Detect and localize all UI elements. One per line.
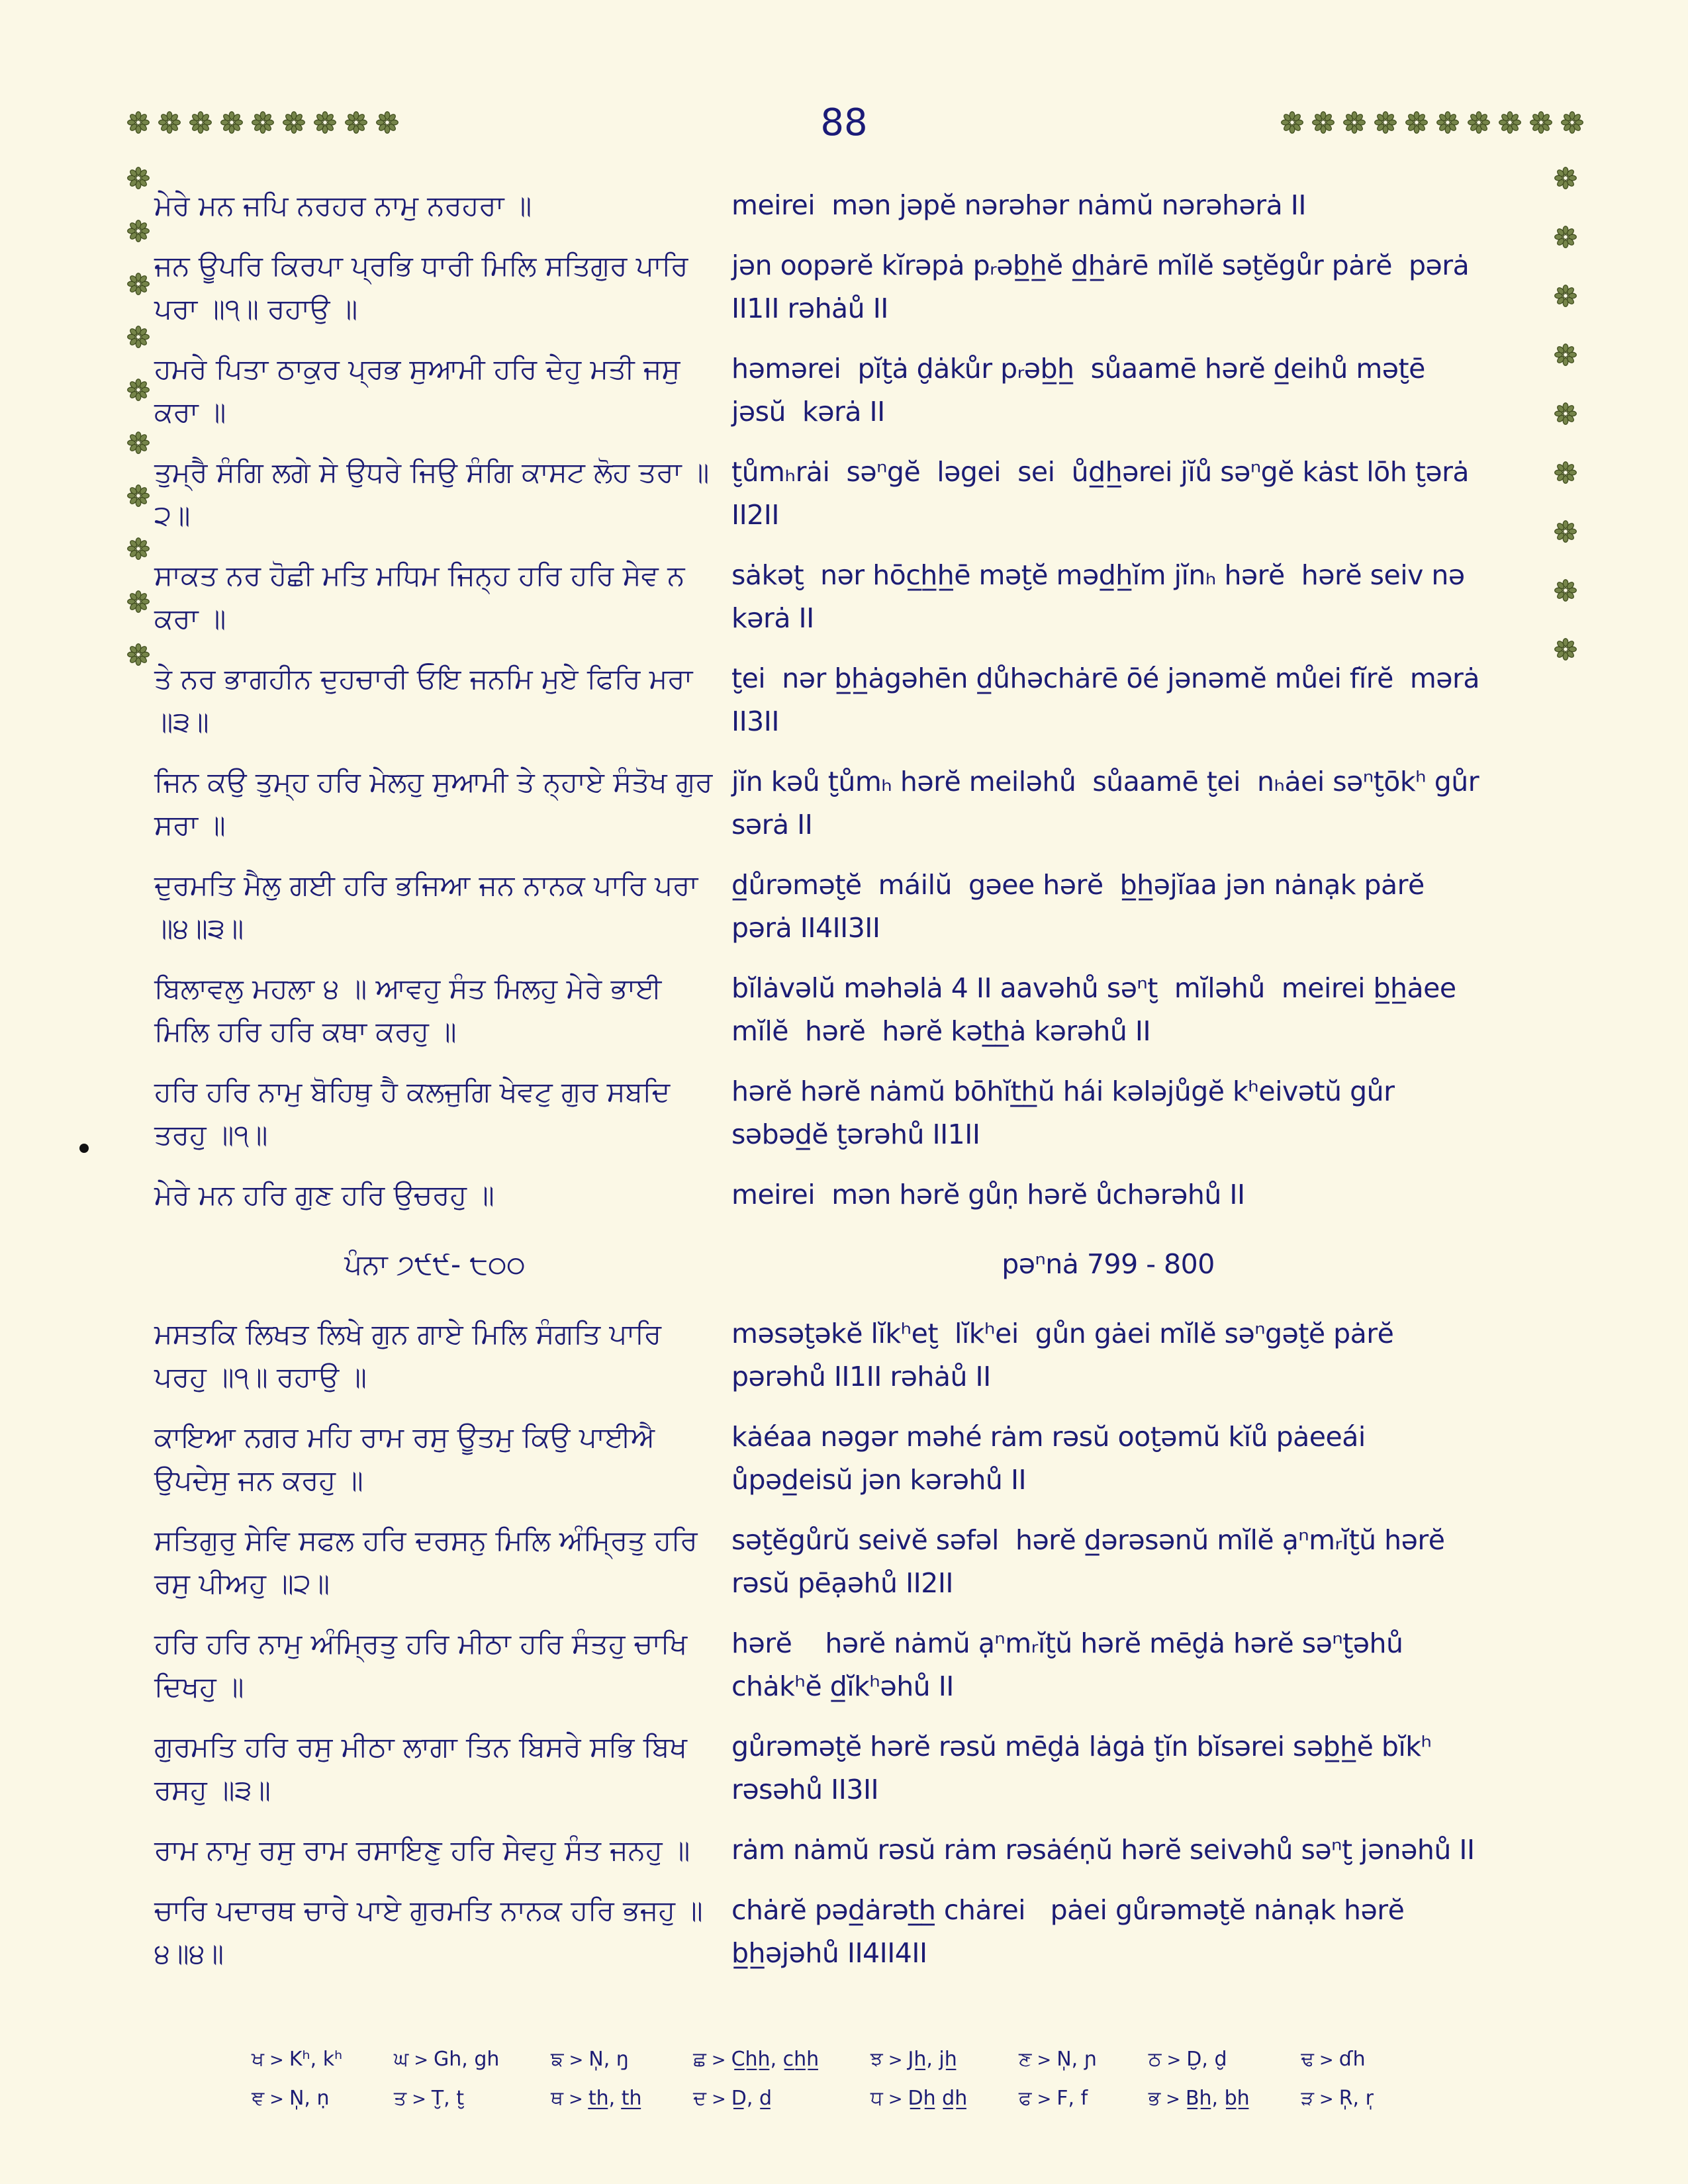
gurmukhi-verse-line: ਹਮਰੇ ਪਿਤਾ ਠਾਕੁਰ ਪ੍ਰਭ ਸੁਆਮੀ ਹਰਿ ਦੇਹੁ ਮਤੀ ਜਸੁ ਕਰਾ ॥ <box>154 353 680 428</box>
gurmukhi-verse-line: ਤੁਮ੍ਰੈ ਸੰਗਿ ਲਗੇ ਸੇ ਉਧਰੇ ਜਿਉ ਸੰਗਿ ਕਾਸਟ ਲੋਹ ਤਰਾ ॥੨॥ <box>154 456 710 531</box>
key-gurmukhi-letter: ੜ <box>1301 2087 1314 2110</box>
flower-icon <box>1554 461 1577 484</box>
flower-icon <box>127 167 150 189</box>
transliteration-line: həmərei pĭt̮ȧ d̮ȧkůr pᵣəb̲h̲ sůaamē hərĕ d̲eihů mət̮ē jəsŭ kərȧ II <box>731 353 1442 428</box>
key-latin-value: F, f <box>1056 2087 1088 2110</box>
key-separator: > <box>888 2050 903 2070</box>
key-gurmukhi-letter: ਞ <box>252 2087 265 2110</box>
key-gurmukhi-letter: ਖ <box>252 2048 265 2071</box>
gurmukhi-verse-line: ਸਤਿਗੁਰੁ ਸੇਵਿ ਸਫਲ ਹਰਿ ਦਰਸਨੁ ਮਿਲਿ ਅੰਮ੍ਰਿਤੁ ਹਰਿ ਰਸੁ ਪੀਅਹੁ ॥੨॥ <box>154 1524 698 1600</box>
flower-icon <box>127 643 150 666</box>
gurmukhi-verse-line: ਹਰਿ ਹਰਿ ਨਾਮੁ ਬੋਹਿਥੁ ਹੈ ਕਲਜੁਗਿ ਖੇਵਟੁ ਗੁਰ ਸਬਦਿ ਤਰਹੁ ॥੧॥ <box>154 1075 671 1151</box>
flower-icon <box>127 273 150 295</box>
key-separator: > <box>1166 2050 1182 2070</box>
key-separator: > <box>1037 2050 1052 2070</box>
key-separator: > <box>569 2089 583 2109</box>
key-entry <box>252 2085 342 2113</box>
flower-icon <box>1554 520 1577 543</box>
gurmukhi-verse-line: ਜਿਨ ਕਉ ਤੁਮ੍ਹ ਹਰਿ ਮੇਲਹੁ ਸੁਆਮੀ ਤੇ ਨ੍ਹਾਏ ਸੰਤੋਖ ਗੁਰ ਸਰਾ ॥ <box>154 766 713 841</box>
key-latin-value: D̲, d̲ <box>731 2087 772 2110</box>
key-gurmukhi-letter: ਙ <box>551 2048 564 2071</box>
key-gurmukhi-letter: ਧ <box>870 2087 883 2110</box>
flower-icon <box>1554 343 1577 366</box>
flower-icon <box>127 590 150 613</box>
key-entry <box>1019 2046 1097 2073</box>
key-entry <box>870 2085 967 2113</box>
flower-icon <box>127 379 150 401</box>
key-gurmukhi-letter: ਥ <box>551 2087 564 2110</box>
gurmukhi-verse-line: ਮੇਰੇ ਮਨ ਜਪਿ ਨਰਹਰ ਨਾਮੁ ਨਰਹਰਾ ॥ <box>154 189 532 222</box>
key-entry <box>1301 2046 1374 2073</box>
key-latin-value: Kʰ, kʰ <box>289 2048 343 2071</box>
page-number: 88 <box>820 101 868 144</box>
gurmukhi-verse-line: ਤੇ ਨਰ ਭਾਗਹੀਨ ਦੁਹਚਾਰੀ ਓਇ ਜਨਮਿ ਮੁਏ ਫਿਰਿ ਮਰਾ ॥੩॥ <box>154 662 693 738</box>
transliteration-line: chȧrĕ pəd̲ȧrət̲h̲ chȧrei pȧei gůrəmət̮ĕ nȧnạk hərĕ b̲h̲əjəhů II4II4II <box>731 1894 1413 1969</box>
gurmukhi-verse-line: ਮੇਰੇ ਮਨ ਹਰਿ ਗੁਣ ਹਰਿ ਉਚਰਹੁ ॥ <box>154 1179 494 1211</box>
key-latin-value: N̩, ṇ <box>289 2087 330 2110</box>
transliteration-line: gůrəmət̮ĕ hərĕ rəsŭ mēd̮ȧ lȧgȧ t̮ĭn bĭsərei səb̲h̲ĕ bĭkʰ rəsəhů II3II <box>731 1731 1448 1805</box>
key-entry <box>1301 2085 1374 2113</box>
key-latin-value: Gh, gh <box>433 2048 500 2071</box>
key-latin-value: t̲h̲, t̲h̲ <box>588 2087 642 2110</box>
flower-border-right-column <box>1554 167 1577 660</box>
ang-page-reference-gurmukhi: ਪੰਨਾ ੭੯੯- ੮੦੦ <box>344 1248 526 1281</box>
key-gurmukhi-letter: ਛ <box>693 2048 706 2071</box>
key-entry <box>394 2085 500 2113</box>
key-gurmukhi-letter: ਝ <box>870 2048 883 2071</box>
transliteration-line: jən oopərĕ kĭrəpȧ pᵣəb̲h̲ĕ d̲h̲ȧrē mĭlĕ sət̮ĕgůr pȧrĕ pərȧ II1II rəhȧů II <box>731 250 1477 324</box>
flower-icon <box>1554 285 1577 307</box>
key-entry <box>693 2085 819 2113</box>
transliteration-line: meirei mən jəpĕ nərəhər nȧmŭ nərəhərȧ II <box>731 189 1306 221</box>
key-separator: > <box>414 2050 428 2070</box>
flower-icon <box>1554 402 1577 425</box>
key-gurmukhi-letter: ਣ <box>1018 2048 1032 2071</box>
key-latin-value: R̩, r̩ <box>1338 2087 1374 2110</box>
flower-border-left-column <box>127 167 150 666</box>
key-latin-value: Jh̲, jh̲ <box>908 2048 957 2071</box>
key-gurmukhi-letter: ਫ <box>1018 2087 1032 2110</box>
transliteration-line: hərĕ hərĕ nȧmŭ ạⁿmᵣĭt̮ŭ hərĕ mēd̮ȧ hərĕ səⁿt̮əhů chȧkʰĕ d̲ĭkʰəhů II <box>731 1627 1412 1702</box>
flower-icon <box>127 220 150 242</box>
key-latin-value: N̩, ŋ <box>588 2048 629 2071</box>
key-latin-value: B̲h̲, b̲h̲ <box>1185 2087 1250 2110</box>
key-gurmukhi-letter: ਭ <box>1148 2087 1161 2110</box>
flower-icon <box>127 537 150 560</box>
key-entry <box>394 2046 500 2073</box>
gurmukhi-verse-line: ਹਰਿ ਹਰਿ ਨਾਮੁ ਅੰਮ੍ਰਿਤੁ ਹਰਿ ਮੀਠਾ ਹਰਿ ਸੰਤਹੁ ਚਾਖਿ ਦਿਖਹੁ ॥ <box>154 1627 688 1703</box>
key-gurmukhi-letter: ਦ <box>693 2087 706 2110</box>
flower-icon <box>127 326 150 348</box>
transliteration-line: meirei mən hərĕ gůṇ hərĕ ůchərəhů II <box>731 1179 1245 1210</box>
gurmukhi-verse-line: ਸਾਕਤ ਨਰ ਹੋਛੀ ਮਤਿ ਮਧਿਮ ਜਿਨ੍ਹ ਹਰਿ ਹਰਿ ਸੇਵ ਨ ਕਰਾ ॥ <box>154 559 685 635</box>
flower-icon <box>127 432 150 454</box>
key-latin-value: ɗh <box>1338 2048 1366 2071</box>
transliteration-line: jĭn kəů t̮ůmₕ hərĕ meiləhů sůaamē t̮ei nₕȧei səⁿt̮ōkʰ gůr sərȧ II <box>731 766 1496 841</box>
key-separator: > <box>269 2089 284 2109</box>
key-separator: > <box>1037 2089 1052 2109</box>
key-gurmukhi-letter: ਘ <box>393 2048 409 2071</box>
key-entry <box>693 2046 819 2073</box>
key-latin-value: D̲h̲ d̲h̲ <box>908 2087 968 2110</box>
gurmukhi-verse-line: ਰਾਮ ਨਾਮੁ ਰਸੁ ਰਾਮ ਰਸਾਇਣੁ ਹਰਿ ਸੇਵਹੁ ਸੰਤ ਜਨਹੁ ॥ <box>154 1834 690 1866</box>
key-gurmukhi-letter: ਤ <box>393 2087 407 2110</box>
key-entry <box>1019 2085 1097 2113</box>
key-entry <box>252 2046 342 2073</box>
key-separator: > <box>569 2050 584 2070</box>
transliteration-key <box>252 2046 1374 2113</box>
key-separator: > <box>711 2089 726 2109</box>
ang-page-reference-latin: pəⁿnȧ 799 - 800 <box>1002 1248 1215 1280</box>
transliteration-line: kȧéaa nəgər məhé rȧm rəsŭ oot̮əmŭ kĭů pȧeeái ůpəd̲eisŭ jən kərəhů II <box>731 1421 1374 1496</box>
transliteration-line: t̮ůmₕrȧi səⁿgĕ ləgei sei ůd̲h̲ərei jĭů səⁿgĕ kȧst lōh t̮ərȧ II2II <box>731 456 1477 531</box>
key-latin-value: N̩, ɲ <box>1056 2048 1098 2071</box>
key-entry <box>1149 2085 1250 2113</box>
flower-icon <box>127 484 150 507</box>
scripture-columns <box>154 184 1496 1992</box>
gurmukhi-verse-line: ਦੁਰਮਤਿ ਮੈਲੁ ਗਈ ਹਰਿ ਭਜਿਆ ਜਨ ਨਾਨਕ ਪਾਰਿ ਪਰਾ ॥੪॥੩॥ <box>154 869 698 944</box>
key-latin-value: C̲h̲h̲, c̲h̲h̲ <box>731 2048 820 2071</box>
flower-icon <box>1554 579 1577 602</box>
key-entry <box>551 2085 641 2113</box>
stray-ink-dot <box>79 1144 89 1153</box>
key-separator: > <box>1319 2089 1334 2109</box>
key-entry <box>551 2046 641 2073</box>
key-gurmukhi-letter: ਠ <box>1148 2048 1162 2071</box>
key-separator: > <box>412 2089 426 2109</box>
key-entry <box>1149 2046 1250 2073</box>
transliteration-line: d̲ůrəmət̮ĕ máilŭ gəee hərĕ b̲h̲əjĭaa jən nȧnạk pȧrĕ pərȧ II4II3II <box>731 869 1433 944</box>
transliteration-line: rȧm nȧmŭ rəsŭ rȧm rəsȧéṇŭ hərĕ seivəhů səⁿt̮ jənəhů II <box>731 1834 1475 1866</box>
key-entry <box>870 2046 967 2073</box>
gurmukhi-verse-line: ਗੁਰਮਤਿ ਹਰਿ ਰਸੁ ਮੀਠਾ ਲਾਗਾ ਤਿਨ ਬਿਸਰੇ ਸਭਿ ਬਿਖ ਰਸਹੁ ॥੩॥ <box>154 1731 688 1806</box>
flower-icon <box>1554 167 1577 189</box>
transliteration-line: hərĕ hərĕ nȧmŭ bōhĭt̲h̲ŭ hái kələjůgĕ kʰeivətŭ gůr səbəd̲ĕ t̮ərəhů II1II <box>731 1075 1403 1150</box>
gurmukhi-verse-line: ਚਾਰਿ ਪਦਾਰਥ ਚਾਰੇ ਪਾਏ ਗੁਰਮਤਿ ਨਾਨਕ ਹਰਿ ਭਜਹੁ ॥੪॥੪॥ <box>154 1894 703 1970</box>
key-separator: > <box>1166 2089 1180 2109</box>
key-separator: > <box>888 2089 903 2109</box>
gurmukhi-verse-line: ਮਸਤਕਿ ਲਿਖਤ ਲਿਖੇ ਗੁਨ ਗਾਏ ਮਿਲਿ ਸੰਗਤਿ ਪਾਰਿ ਪਰਹੁ ॥੧॥ ਰਹਾਉ ॥ <box>154 1318 662 1393</box>
key-gurmukhi-letter: ਢ <box>1301 2048 1314 2071</box>
flower-icon <box>1554 638 1577 660</box>
key-latin-value: T̮, t̮ <box>431 2087 465 2110</box>
gurmukhi-verse-line: ਜਨ ਊਪਰਿ ਕਿਰਪਾ ਪ੍ਰਭਿ ਧਾਰੀ ਮਿਲਿ ਸਤਿਗੁਰ ਪਾਰਿ ਪਰਾ ॥੧॥ ਰਹਾਉ ॥ <box>154 250 688 325</box>
transliteration-line: t̮ei nər b̲h̲ȧgəhēn d̲ůhəchȧrē ōé jənəmĕ můei fĭrĕ mərȧ II3II <box>731 662 1488 737</box>
gurmukhi-verse-line: ਕਾਇਆ ਨਗਰ ਮਹਿ ਰਾਮ ਰਸੁ ਊਤਮੁ ਕਿਉ ਪਾਈਐ ਉਪਦੇਸੁ ਜਨ ਕਰਹੁ ॥ <box>154 1421 655 1496</box>
flower-icon <box>1554 226 1577 248</box>
key-separator: > <box>1319 2050 1334 2070</box>
key-latin-value: D̮, d̮ <box>1186 2048 1227 2071</box>
transliteration-line: məsət̮əkĕ lĭkʰet̮ lĭkʰei gůn gȧei mĭlĕ səⁿgət̮ĕ pȧrĕ pərəhů II1II rəhȧů II <box>731 1318 1402 1392</box>
transliteration-line: sət̮ĕgůrŭ seivĕ səfəl hərĕ d̲ərəsənŭ mĭlĕ ạⁿmᵣĭt̮ŭ hərĕ rəsŭ pēạəhů II2II <box>731 1524 1454 1599</box>
transliteration-line: bĭlȧvəlŭ məhəlȧ 4 II aavəhů səⁿt̮ mĭləhů meirei b̲h̲ȧee mĭlĕ hərĕ hərĕ kət̲h̲ȧ kərəhů II <box>731 972 1465 1047</box>
transliteration-line: sȧkət̮ nər hōc̲h̲h̲ē mət̮ĕ məd̲h̲ĭm jĭnₕ hərĕ hərĕ seiv nə kərȧ II <box>731 559 1481 634</box>
gurmukhi-verse-line: ਬਿਲਾਵਲੁ ਮਹਲਾ ੪ ॥ ਆਵਹੁ ਸੰਤ ਮਿਲਹੁ ਮੇਰੇ ਭਾਈ ਮਿਲਿ ਹਰਿ ਹਰਿ ਕਥਾ ਕਰਹੁ ॥ <box>154 972 662 1048</box>
key-separator: > <box>269 2050 284 2070</box>
key-separator: > <box>711 2050 726 2070</box>
